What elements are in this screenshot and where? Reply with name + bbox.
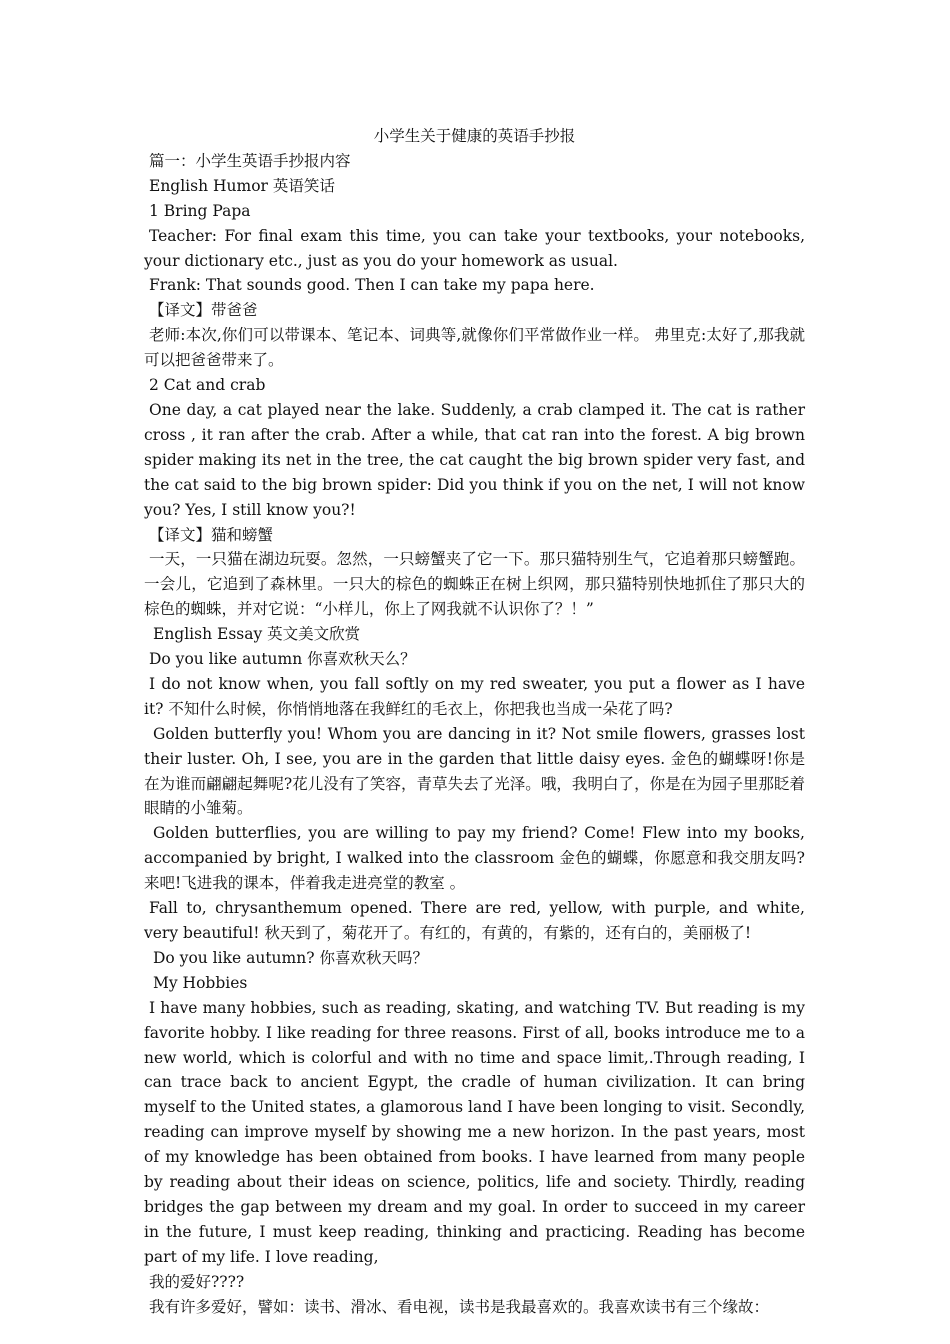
subheading-english-humor: English Humor 英语笑话 [149,176,335,195]
translation-paragraph-1: 老师:本次,你们可以带课本、笔记本、词典等,就像你们平常做作业一样。 弗里克:太好了,那我就可以把爸爸带来了。 [144,326,805,370]
hobbies-paragraph: I have many hobbies, such as reading, skating, and watching TV. But reading is my favorite hobby. I like reading for three reasons. First of all, books introduce me to a new world, which is colorful and with no time and space limit,.Through reading, I can trace back to ancient Egypt, the cradle of human civilization. It can bring myself to the United states, a glamorous land I have been longing to visit. Secondly, reading can improve myself by showing me a new horizon. In the past years, most of my knowledge has been obtained from books. I have learned from many people by reading about their ideas on science, politics, life and society. Thirdly, reading bridges the gap between my dream and my goal. In order to succeed in my career in the future, I must keep reading, thinking and practicing. Reading has become part of my life. I love reading, [144,998,805,1266]
hobbies-paragraph-cn: 我有许多爱好，譬如：读书、滑冰、看电视，读书是我最喜欢的。我喜欢读书有三个缘故： [149,1297,770,1316]
translation-paragraph-2: 一天，一只猫在湖边玩耍。忽然，一只螃蟹夹了它一下。那只猫特别生气，它追着那只螃蟹跑。一会儿，它追到了森林里。一只大的棕色的蜘蛛正在树上织网，那只猫特别快地抓住了那只大的棕色的蜘蛛，并对它说：“小样儿，你上了网我就不认识你了？！” [144,550,805,619]
joke-title-2: 2 Cat and crab [149,376,266,395]
joke-title-1: 1 Bring Papa [149,201,251,220]
essay-paragraph-1: I do not know when, you fall softly on my red sweater, you put a flower as I have it? 不知什么时候，你悄悄地落在我鲜红的毛衣上，你把我也当成一朵花了吗? [144,674,805,718]
section-heading-1: 篇一：小学生英语手抄报内容 [149,151,351,170]
paragraph-teacher: Teacher: For final exam this time, you can take your textbooks, your notebooks, your dictionary etc., just as you do your homework as usual. [144,226,805,270]
paragraph-cat-crab: One day, a cat played near the lake. Suddenly, a crab clamped it. The cat is rather cross , it ran after the crab. After a while, that cat ran into the forest. A big brown spider making its net in the tree, the cat caught the big brown spider very fast, and the cat said to the big brown spider: Did you think if you on the net, I will not know you? Yes, I still know you?! [144,400,805,519]
essay-paragraph-2: Golden butterfly you! Whom you are dancing in it? Not smile flowers, grasses lost their luster. Oh, I see, you are in the garden that little daisy eyes. 金色的蝴蝶呀!你是在为谁而翩翩起舞呢?花儿没有了笑容，青草失去了光泽。哦，我明白了，你是在为园子里那眨着眼睛的小雏菊。 [144,724,805,818]
translation-heading-1: 【译文】带爸爸 [149,301,258,320]
paragraph-frank: Frank: That sounds good. Then I can take my papa here. [149,276,595,295]
essay-paragraph-3: Golden butterflies, you are willing to pay my friend? Come! Flew into my books, accompanied by bright, I walked into the classroom 金色的蝴蝶，你愿意和我交朋友吗?来吧!飞进我的课本，伴着我走进亮堂的教室 。 [144,824,805,893]
hobbies-title: My Hobbies [153,973,248,992]
essay-paragraph-4: Fall to, chrysanthemum opened. There are red, yellow, with purple, and white, very beautiful! 秋天到了，菊花开了。有红的，有黄的，有紫的，还有白的，美丽极了! [144,899,805,942]
translation-heading-2: 【译文】猫和螃蟹 [149,525,274,544]
hobbies-heading-cn: 我的爱好???? [149,1272,245,1291]
document-title: 小学生关于健康的英语手抄报 [373,127,576,145]
subheading-english-essay: English Essay 英文美文欣赏 [153,625,361,644]
essay-closing: Do you like autumn? 你喜欢秋天吗？ [153,948,428,967]
essay-title: Do you like autumn 你喜欢秋天么？ [149,650,416,669]
document-page [144,124,805,1320]
